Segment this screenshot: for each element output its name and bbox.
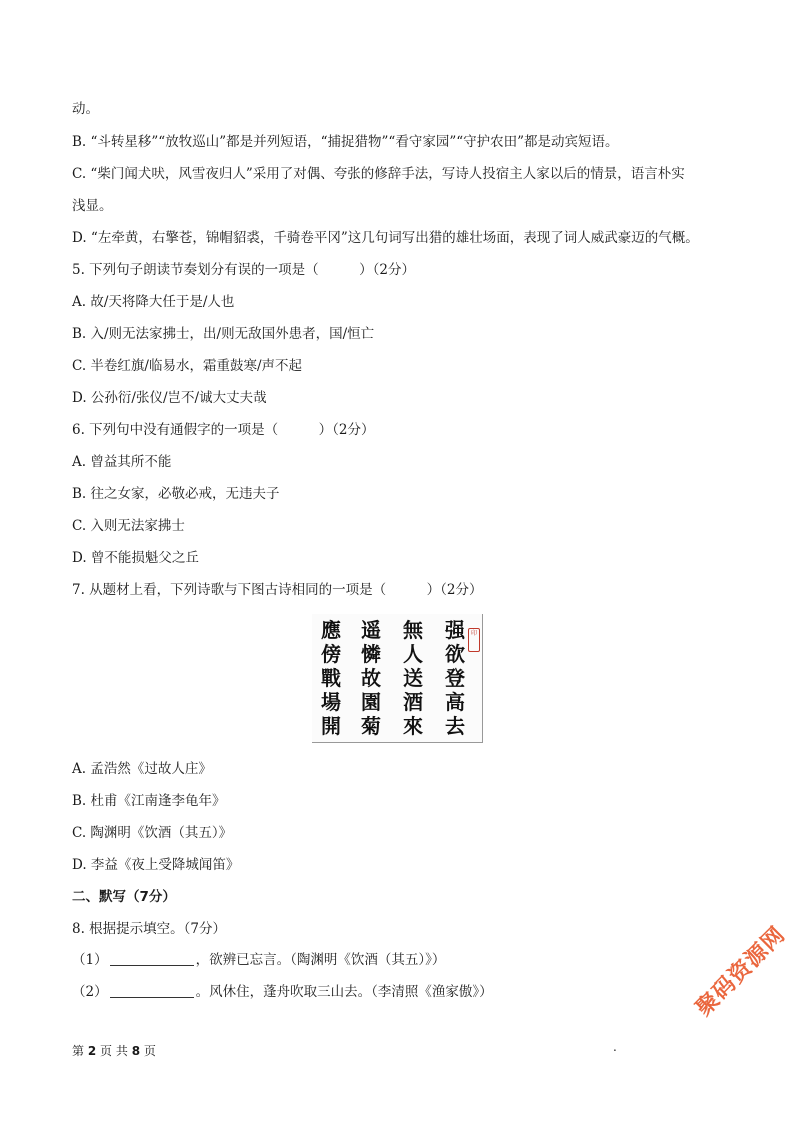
option-c-q7: C. 陶渊明《饮酒（其五）》 <box>72 825 233 841</box>
poem-character: 遥 <box>361 618 381 642</box>
poem-character: 應 <box>321 618 341 642</box>
blank-prefix: （1） <box>72 952 108 968</box>
fill-blank-2 <box>72 982 493 1002</box>
option-c-q4: C. “柴门闻犬吠，风雪夜归人”采用了对偶、夸张的修辞手法，写诗人投宿主人家以后的情景，语言朴实 <box>72 166 685 182</box>
poem-character: 來 <box>403 714 423 738</box>
option-a-q5: A. 故/天将降大任于是/人也 <box>72 294 235 310</box>
poem-character: 無 <box>403 618 423 642</box>
question-6: 6. 下列句中没有通假字的一项是（ ）（2分） <box>72 422 375 438</box>
answer-blank[interactable] <box>110 951 194 966</box>
option-d-q5: D. 公孙衍/张仪/岂不/诚大丈夫哉 <box>72 390 267 406</box>
poem-character: 園 <box>361 690 381 714</box>
blank-suffix: ，欲辨已忘言。（陶渊明《饮酒（其五）》） <box>195 952 446 968</box>
question-8: 8. 根据提示填空。（7分） <box>72 921 227 937</box>
poem-character: 場 <box>321 690 341 714</box>
poem-character: 强 <box>445 618 465 642</box>
answer-blank[interactable] <box>110 983 194 998</box>
poem-character: 酒 <box>403 690 423 714</box>
poem-character: 開 <box>321 714 341 738</box>
calligraphy-poem-image <box>312 614 483 743</box>
question-5: 5. 下列句子朗读节奏划分有误的一项是（ ）（2分） <box>72 262 416 278</box>
poem-character: 高 <box>445 690 465 714</box>
option-d-q6: D. 曾不能损魁父之丘 <box>72 550 199 566</box>
option-b-q5: B. 入/则无法家拂士，出/则无敌国外患者，国/恒亡 <box>72 326 375 342</box>
blank-suffix: 。风休住，蓬舟吹取三山去。（李清照《渔家傲》） <box>195 984 493 1000</box>
blank-prefix: （2） <box>72 984 108 1000</box>
option-a-q6: A. 曾益其所不能 <box>72 454 172 470</box>
footer-text: 页 <box>143 1044 156 1058</box>
page-total: 8 <box>131 1044 141 1058</box>
page-number: 2 <box>87 1044 97 1058</box>
option-b-q7: B. 杜甫《江南逢李龟年》 <box>72 793 226 809</box>
poem-character: 傍 <box>321 642 341 666</box>
section-title: 二、默写（7分） <box>72 889 176 905</box>
watermark-logo: 聚码资源网 <box>691 922 791 1022</box>
poem-character: 去 <box>445 714 465 738</box>
poem-character: 送 <box>403 666 423 690</box>
page-footer <box>72 1042 156 1059</box>
option-b-q6: B. 往之女家，必敬必戒，无违夫子 <box>72 486 280 502</box>
question-7: 7. 从题材上看，下列诗歌与下图古诗相同的一项是（ ）（2分） <box>72 582 483 598</box>
option-c-q5: C. 半卷红旗/临易水，霜重鼓寒/声不起 <box>72 358 303 374</box>
poem-character: 欲 <box>445 642 465 666</box>
poem-character: 登 <box>445 666 465 690</box>
poem-character: 憐 <box>361 642 381 666</box>
poem-column <box>440 618 470 738</box>
option-d-q4: D. “左牵黄，右擎苍，锦帽貂裘，千骑卷平冈”这几句词写出猎的雄壮场面，表现了词人威武豪迈的气概。 <box>72 230 699 246</box>
text-line: 动。 <box>72 101 99 117</box>
seal-stamp: 印 <box>468 628 480 652</box>
footer-dot: . <box>613 1040 617 1054</box>
poem-column <box>356 618 386 738</box>
fill-blank-1 <box>72 950 445 970</box>
option-d-q7: D. 李益《夜上受降城闻笛》 <box>72 857 240 873</box>
poem-column <box>398 618 428 738</box>
option-a-q7: A. 孟浩然《过故人庄》 <box>72 761 212 777</box>
footer-text: 第 <box>72 1044 85 1058</box>
footer-text: 页 共 <box>100 1044 128 1058</box>
poem-character: 戰 <box>321 666 341 690</box>
text-line: 浅显。 <box>72 198 113 214</box>
poem-character: 人 <box>403 642 423 666</box>
poem-character: 故 <box>361 666 381 690</box>
option-c-q6: C. 入则无法家拂士 <box>72 518 185 534</box>
poem-character: 菊 <box>361 714 381 738</box>
option-b-q4: B. “斗转星移”“放牧巡山”都是并列短语，“捕捉猎物”“看守家园”“守护农田”都是动宾短语。 <box>72 134 619 150</box>
poem-column <box>316 618 346 738</box>
